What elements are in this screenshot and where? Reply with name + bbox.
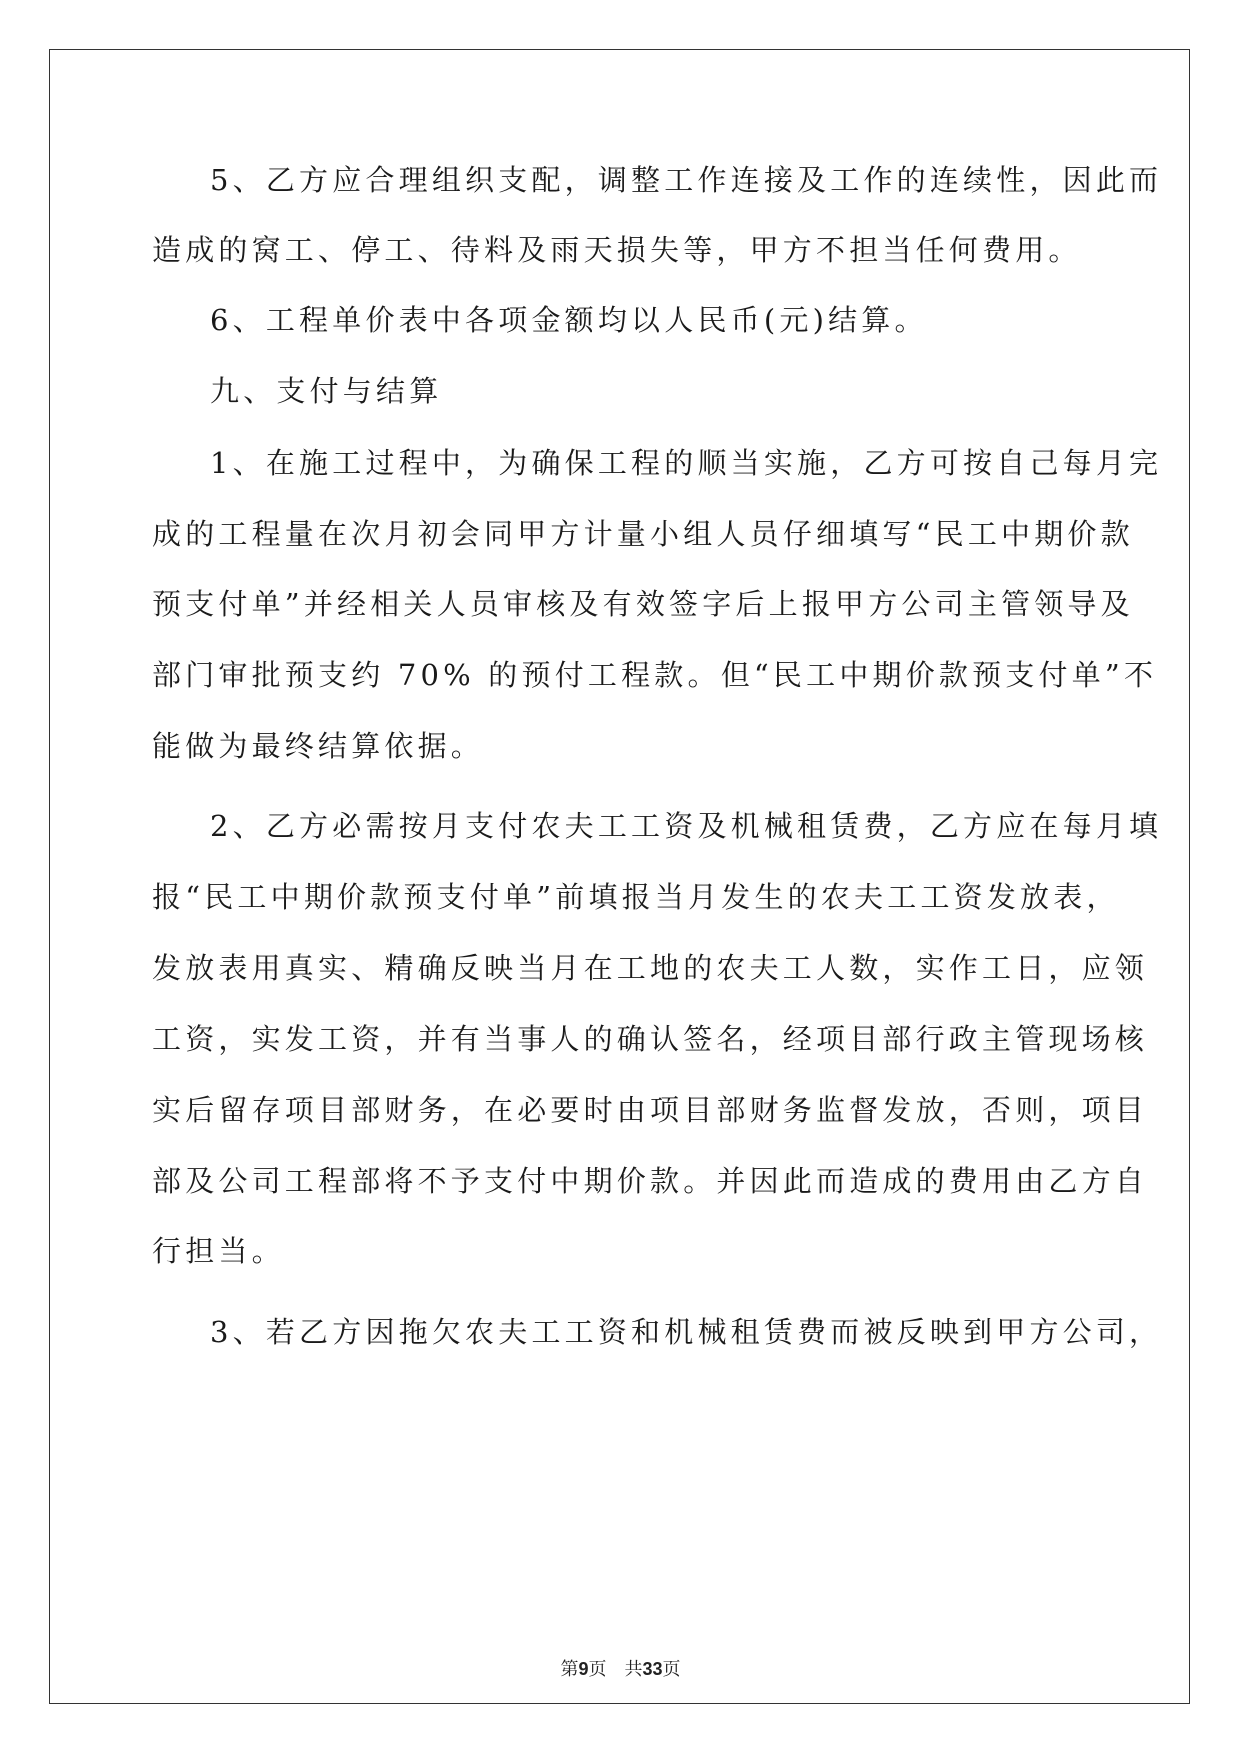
text-line: 部门审批预支约 70% 的预付工程款。但“民工中期价款预支付单”不 <box>152 658 1158 692</box>
text-line: 2、乙方必需按月支付农夫工工资及机械租赁费，乙方应在每月填 <box>210 809 1163 843</box>
page-number: 9 <box>578 1659 589 1679</box>
text-line: 能做为最终结算依据。 <box>152 729 485 763</box>
text-line: 报“民工中期价款预支付单”前填报当月发生的农夫工工资发放表， <box>152 880 1120 914</box>
text-line: 预支付单”并经相关人员审核及有效签字后上报甲方公司主管领导及 <box>152 587 1134 621</box>
text-line: 成的工程量在次月初会同甲方计量小组人员仔细填写“民工中期价款 <box>152 517 1134 551</box>
text-line: 1、在施工过程中，为确保工程的顺当实施，乙方可按自己每月完 <box>210 446 1163 480</box>
footer-mid: 页 共 <box>588 1659 643 1680</box>
text-line: 行担当。 <box>152 1234 285 1268</box>
text-line: 5、乙方应合理组织支配，调整工作连接及工作的连续性，因此而 <box>210 163 1163 197</box>
text-line: 发放表用真实、精确反映当月在工地的农夫工人数，实作工日，应领 <box>152 951 1149 985</box>
text-line: 造成的窝工、停工、待料及雨天损失等，甲方不担当任何费用。 <box>152 233 1082 267</box>
text-line: 3、若乙方因拖欠农夫工工资和机械租赁费而被反映到甲方公司， <box>210 1315 1163 1349</box>
page-footer <box>0 1655 1241 1681</box>
footer-suffix: 页 <box>662 1659 681 1680</box>
section-heading: 九、支付与结算 <box>210 374 443 408</box>
footer-prefix: 第 <box>560 1659 579 1680</box>
text-line: 部及公司工程部将不予支付中期价款。并因此而造成的费用由乙方自 <box>152 1164 1149 1198</box>
text-line: 实后留存项目部财务，在必要时由项目部财务监督发放，否则，项目 <box>152 1093 1149 1127</box>
total-pages: 33 <box>642 1659 663 1679</box>
text-line: 6、工程单价表中各项金额均以人民币(元)结算。 <box>210 303 928 337</box>
text-line: 工资，实发工资，并有当事人的确认签名，经项目部行政主管现场核 <box>152 1022 1149 1056</box>
